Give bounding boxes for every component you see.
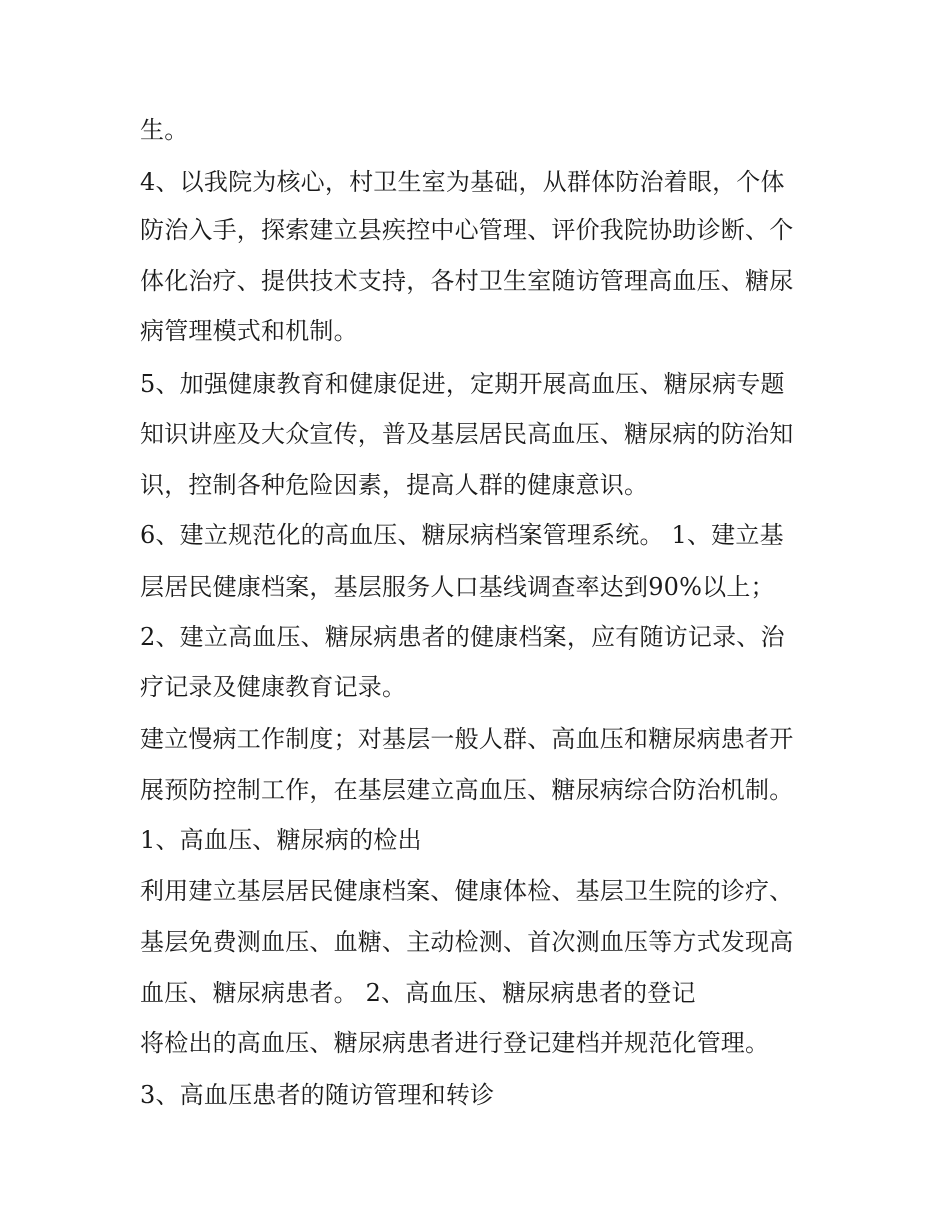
text-line: 疗记录及健康教育记录。: [140, 673, 407, 701]
text-line: 体化治疗、提供技术支持，各村卫生室随访管理高血压、糖尿: [140, 267, 794, 295]
text-line: 利用建立基层居民健康档案、健康体检、基层卫生院的诊疗、: [140, 877, 794, 905]
text-line: 1、高血压、糖尿病的检出: [140, 826, 422, 854]
text-line: 生。: [140, 116, 189, 144]
text-line: 建立慢病工作制度；对基层一般人群、高血压和糖尿病患者开: [140, 725, 794, 753]
text-line: 防治入手，探索建立县疾控中心管理、评价我院协助诊断、个: [140, 216, 794, 244]
text-line: 4、以我院为核心，村卫生室为基础，从群体防治着眼，个体: [140, 168, 785, 196]
text-line: 知识讲座及大众宣传，普及基层居民高血压、糖尿病的防治知: [140, 420, 794, 448]
text-line: 层居民健康档案，基层服务人口基线调查率达到90%以上；: [140, 573, 775, 601]
text-line: 识，控制各种危险因素，提高人群的健康意识。: [140, 471, 649, 499]
text-line: 将检出的高血压、糖尿病患者进行登记建档并规范化管理。: [140, 1029, 770, 1057]
text-line: 5、加强健康教育和健康促进，定期开展高血压、糖尿病专题: [140, 370, 785, 398]
text-line: 2、建立高血压、糖尿病患者的健康档案，应有随访记录、治: [140, 623, 785, 651]
text-line: 6、建立规范化的高血压、糖尿病档案管理系统。 1、建立基: [140, 521, 784, 549]
text-line: 病管理模式和机制。: [140, 317, 358, 345]
text-line: 基层免费测血压、血糖、主动检测、首次测血压等方式发现高: [140, 928, 794, 956]
text-line: 展预防控制工作，在基层建立高血压、糖尿病综合防治机制。: [140, 776, 794, 804]
text-line: 血压、糖尿病患者。 2、高血压、糖尿病患者的登记: [140, 979, 696, 1007]
text-line: 3、高血压患者的随访管理和转诊: [140, 1081, 495, 1109]
